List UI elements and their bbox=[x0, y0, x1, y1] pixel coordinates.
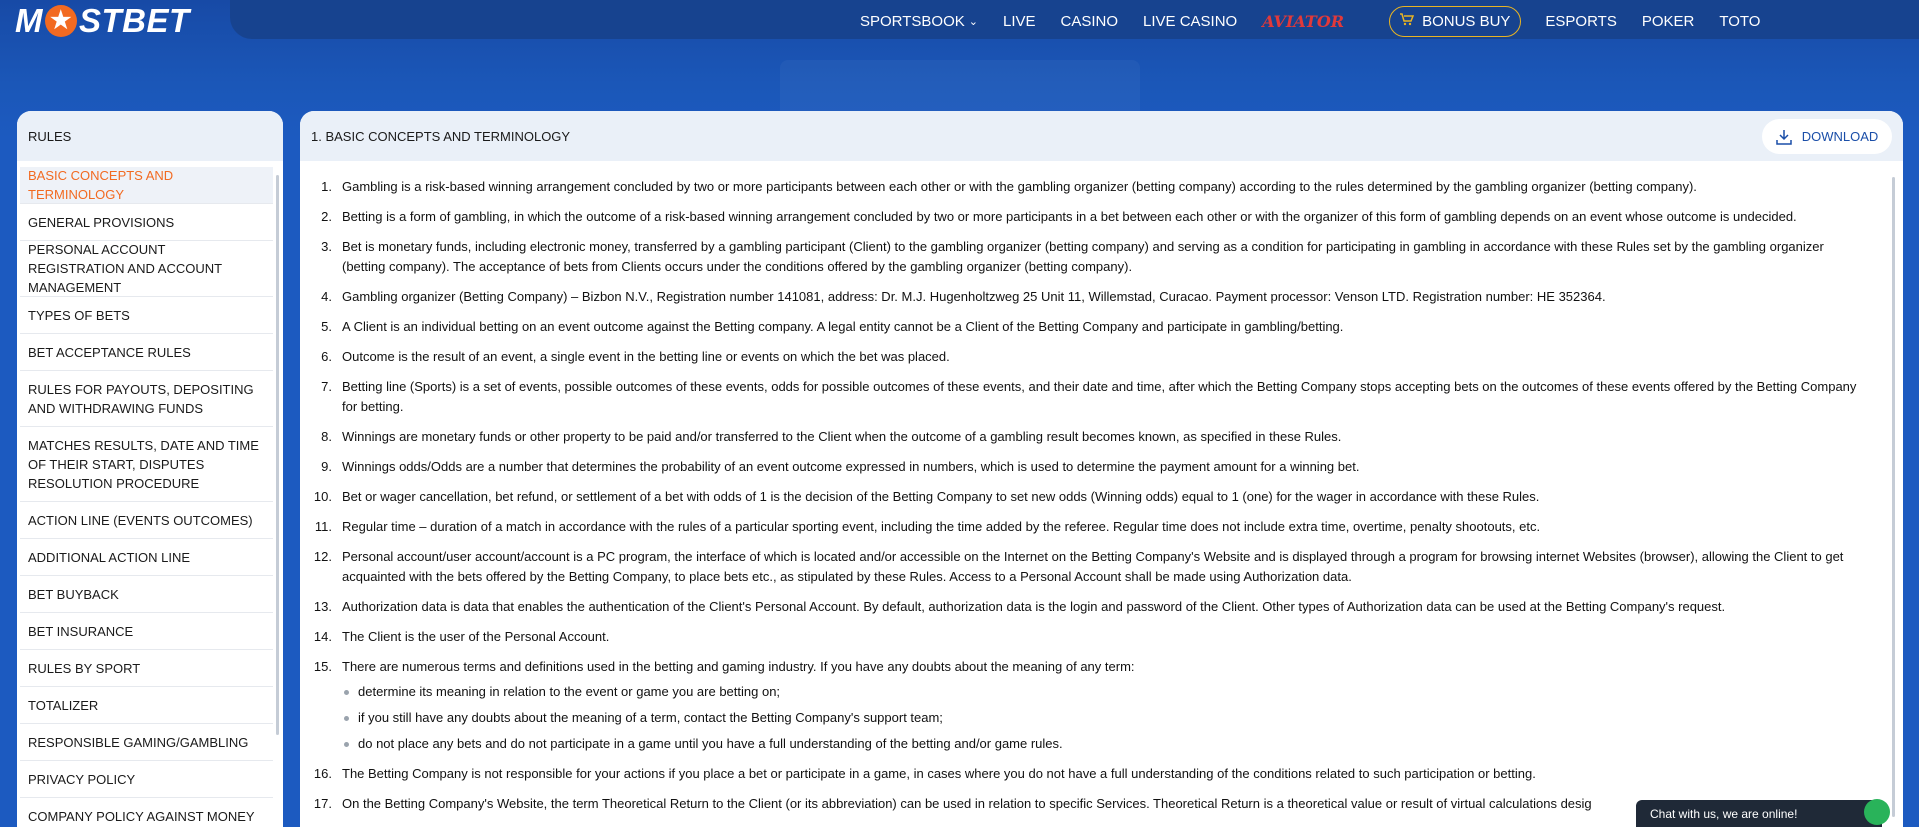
item-text: The Client is the user of the Personal Account. bbox=[342, 629, 610, 644]
sidebar-list bbox=[17, 161, 283, 827]
list-item bbox=[313, 597, 1870, 617]
nav-poker[interactable]: POKER bbox=[1641, 12, 1695, 30]
item-text: Bet or wager cancellation, bet refund, or settlement of a bet with odds of 1 is the decision of the Betting Company to set new odds (Winning odds) equal to 1 (one) for the wager in accordance with these Rules. bbox=[342, 489, 1540, 504]
sidebar-item-totalizer[interactable]: TOTALIZER bbox=[20, 687, 273, 724]
nav-bonus-buy-label: BONUS BUY bbox=[1422, 12, 1511, 30]
item-text: The Betting Company is not responsible for your actions if you place a bet or participate in a game, in cases where you do not have a full understanding of the conditions related to such participation or betting. bbox=[342, 766, 1536, 781]
list-item bbox=[321, 207, 1870, 227]
item-number: 9. bbox=[321, 459, 332, 474]
list-item bbox=[321, 177, 1870, 197]
list-item bbox=[314, 517, 1870, 537]
sidebar-item-general-provisions[interactable]: GENERAL PROVISIONS bbox=[20, 204, 273, 241]
top-nav-items bbox=[860, 0, 1785, 42]
sidebar-item-additional-action-line[interactable]: ADDITIONAL ACTION LINE bbox=[20, 539, 273, 576]
star-icon: ★ bbox=[45, 5, 77, 37]
rules-content bbox=[300, 111, 1903, 827]
chat-widget[interactable] bbox=[1636, 800, 1882, 827]
download-label: DOWNLOAD bbox=[1801, 129, 1879, 144]
list-item bbox=[313, 764, 1870, 784]
item-number: 5. bbox=[321, 319, 332, 334]
nav-bonus-buy[interactable] bbox=[1389, 6, 1521, 37]
list-item bbox=[313, 487, 1870, 507]
list-item bbox=[313, 627, 1870, 647]
item-number: 3. bbox=[321, 239, 332, 254]
sub-list-item: do not place any bets and do not participate in a game until you have a full understanding of the betting and/or game rules. bbox=[358, 734, 1870, 754]
item-text: Personal account/user account/account is a PC program, the interface of which is located and/or accessible on the Internet on the Betting Company's Website and is displayed through a program for browsing internet Websites (browser), allowing the Client to get acquainted with the bets offered by the Betting Company, to place bets etc., as stipulated by these Rules. Access to a Personal Account shall be made using Authorization data. bbox=[342, 549, 1844, 584]
item-text: Gambling is a risk-based winning arrangement concluded by two or more participants between each other or with the gambling organizer (betting company) according to the rules determined by the gambling organizer (betting company). bbox=[342, 179, 1697, 194]
sidebar-scrollbar[interactable] bbox=[276, 175, 279, 735]
chat-bubble-icon[interactable] bbox=[1864, 799, 1890, 825]
sidebar-item-bet-insurance[interactable]: BET INSURANCE bbox=[20, 613, 273, 650]
brand-logo[interactable] bbox=[15, 3, 190, 39]
item-number: 16. bbox=[313, 766, 332, 781]
list-item bbox=[321, 347, 1870, 367]
logo-text-right: STBET bbox=[79, 2, 190, 39]
sub-list bbox=[342, 682, 1870, 754]
sidebar-item-basic-concepts[interactable]: BASIC CONCEPTS AND TERMINOLOGY bbox=[20, 167, 273, 204]
download-button[interactable] bbox=[1762, 119, 1892, 154]
chevron-down-icon: ⌄ bbox=[968, 15, 978, 28]
nav-live-casino[interactable]: LIVE CASINO bbox=[1143, 12, 1238, 30]
list-item bbox=[313, 547, 1870, 587]
item-text: There are numerous terms and definitions used in the betting and gaming industry. If you have any doubts about the meaning of any term: bbox=[342, 659, 1135, 674]
list-item bbox=[321, 287, 1870, 307]
item-number: 8. bbox=[321, 429, 332, 444]
sub-list-item: determine its meaning in relation to the event or game you are betting on; bbox=[358, 682, 1870, 702]
rules-sidebar bbox=[17, 111, 283, 827]
sidebar-item-payouts[interactable]: RULES FOR PAYOUTS, DEPOSITING AND WITHDRAWING FUNDS bbox=[20, 371, 273, 427]
list-item bbox=[321, 377, 1870, 417]
item-number: 15. bbox=[313, 659, 332, 674]
item-number: 10. bbox=[313, 489, 332, 504]
item-text: Regular time – duration of a match in accordance with the rules of a particular sporting event, including the time added by the referee. Regular time does not include extra time, overtime, penalty shootouts, etc. bbox=[342, 519, 1541, 534]
logo-text-left: M bbox=[15, 2, 43, 39]
nav-casino[interactable]: CASINO bbox=[1060, 12, 1119, 30]
content-scrollbar[interactable] bbox=[1892, 177, 1895, 817]
list-item bbox=[313, 657, 1870, 754]
sidebar-item-bet-acceptance[interactable]: BET ACCEPTANCE RULES bbox=[20, 334, 273, 371]
top-nav-bar bbox=[230, 0, 1919, 39]
item-number: 2. bbox=[321, 209, 332, 224]
cart-icon bbox=[1400, 13, 1414, 29]
item-text: On the Betting Company's Website, the term Theoretical Return to the Client (or its abbreviation) can be used in relation to specific Services. Theoretical Return is a theoretical value or result of virtual calculations desig bbox=[342, 796, 1592, 811]
list-item bbox=[321, 317, 1870, 337]
page-title: 1. BASIC CONCEPTS AND TERMINOLOGY bbox=[311, 128, 571, 144]
nav-esports[interactable]: ESPORTS bbox=[1545, 12, 1617, 30]
sidebar-item-rules-by-sport[interactable]: RULES BY SPORT bbox=[20, 650, 273, 687]
download-icon bbox=[1776, 129, 1792, 145]
item-number: 1. bbox=[321, 179, 332, 194]
list-item bbox=[321, 457, 1870, 477]
content-header bbox=[300, 111, 1903, 161]
item-number: 4. bbox=[321, 289, 332, 304]
item-text: Outcome is the result of an event, a single event in the betting line or events on which the bet was placed. bbox=[342, 349, 950, 364]
nav-sportsbook-label: SPORTSBOOK bbox=[860, 12, 965, 30]
rules-list bbox=[300, 177, 1880, 824]
item-text: Betting line (Sports) is a set of events, possible outcomes of these events, odds for possible outcomes of these events, and their date and time, after which the Betting Company stops accepting bets on the outcomes of these events offered by the Betting Company for betting. bbox=[342, 379, 1857, 414]
nav-aviator[interactable]: AVIATOR bbox=[1262, 11, 1345, 31]
item-text: Winnings are monetary funds or other property to be paid and/or transferred to the Client when the outcome of a gambling result becomes known, as specified in these Rules. bbox=[342, 429, 1342, 444]
list-item bbox=[321, 427, 1870, 447]
item-number: 17. bbox=[313, 796, 332, 811]
item-number: 12. bbox=[313, 549, 332, 564]
sidebar-item-account-registration[interactable]: PERSONAL ACCOUNT REGISTRATION AND ACCOUNT MANAGEMENT bbox=[20, 241, 273, 297]
nav-sportsbook[interactable] bbox=[860, 13, 978, 30]
sidebar-item-bet-buyback[interactable]: BET BUYBACK bbox=[20, 576, 273, 613]
sidebar-title: RULES bbox=[17, 111, 283, 161]
sidebar-item-privacy-policy[interactable]: PRIVACY POLICY bbox=[20, 761, 273, 798]
sidebar-item-company-policy[interactable]: COMPANY POLICY AGAINST MONEY bbox=[20, 798, 273, 827]
item-text: Authorization data is data that enables the authentication of the Client's Personal Account. By default, authorization data is the login and password of the Client. Other types of Authorization data can be used at the Betting Company's request. bbox=[342, 599, 1726, 614]
chat-label: Chat with us, we are online! bbox=[1650, 806, 1798, 821]
item-number: 6. bbox=[321, 349, 332, 364]
sidebar-item-types-of-bets[interactable]: TYPES OF BETS bbox=[20, 297, 273, 334]
item-number: 11. bbox=[314, 519, 332, 534]
list-item bbox=[321, 237, 1870, 277]
item-number: 7. bbox=[321, 379, 332, 394]
sub-list-item: if you still have any doubts about the meaning of a term, contact the Betting Company's support team; bbox=[358, 708, 1870, 728]
item-text: Betting is a form of gambling, in which the outcome of a risk-based winning arrangement concluded by two or more participants in a bet between each other or with the organizer of this form of gambling depends on an event whose outcome is undecided. bbox=[342, 209, 1797, 224]
nav-toto[interactable]: TOTO bbox=[1719, 12, 1761, 30]
sidebar-item-responsible-gaming[interactable]: RESPONSIBLE GAMING/GAMBLING bbox=[20, 724, 273, 761]
item-number: 13. bbox=[313, 599, 332, 614]
sidebar-item-match-results[interactable]: MATCHES RESULTS, DATE AND TIME OF THEIR START, DISPUTES RESOLUTION PROCEDURE bbox=[20, 427, 273, 502]
item-number: 14. bbox=[313, 629, 332, 644]
sidebar-item-action-line[interactable]: ACTION LINE (EVENTS OUTCOMES) bbox=[20, 502, 273, 539]
item-text: A Client is an individual betting on an event outcome against the Betting company. A legal entity cannot be a Client of the Betting Company and participate in gambling/betting. bbox=[342, 319, 1344, 334]
item-text: Winnings odds/Odds are a number that determines the probability of an event outcome expressed in numbers, which is used to determine the payment amount for a winning bet. bbox=[342, 459, 1360, 474]
item-text: Gambling organizer (Betting Company) – Bizbon N.V., Registration number 141081, address: Dr. M.J. Hugenholtzweg 25 Unit 11, Willemstad, Curacao. Payment processor: Venson LTD. Registration number: HE 352364. bbox=[342, 289, 1606, 304]
item-text: Bet is monetary funds, including electronic money, transferred by a gambling participant (Client) to the gambling organizer (betting company) and serving as a condition for participating in gambling in accordance with these Rules set by the gambling organizer (betting company). The acceptance of bets from Clients occurs under the conditions offered by the gambling organizer (betting company). bbox=[342, 239, 1824, 274]
nav-live[interactable]: LIVE bbox=[1002, 12, 1036, 30]
